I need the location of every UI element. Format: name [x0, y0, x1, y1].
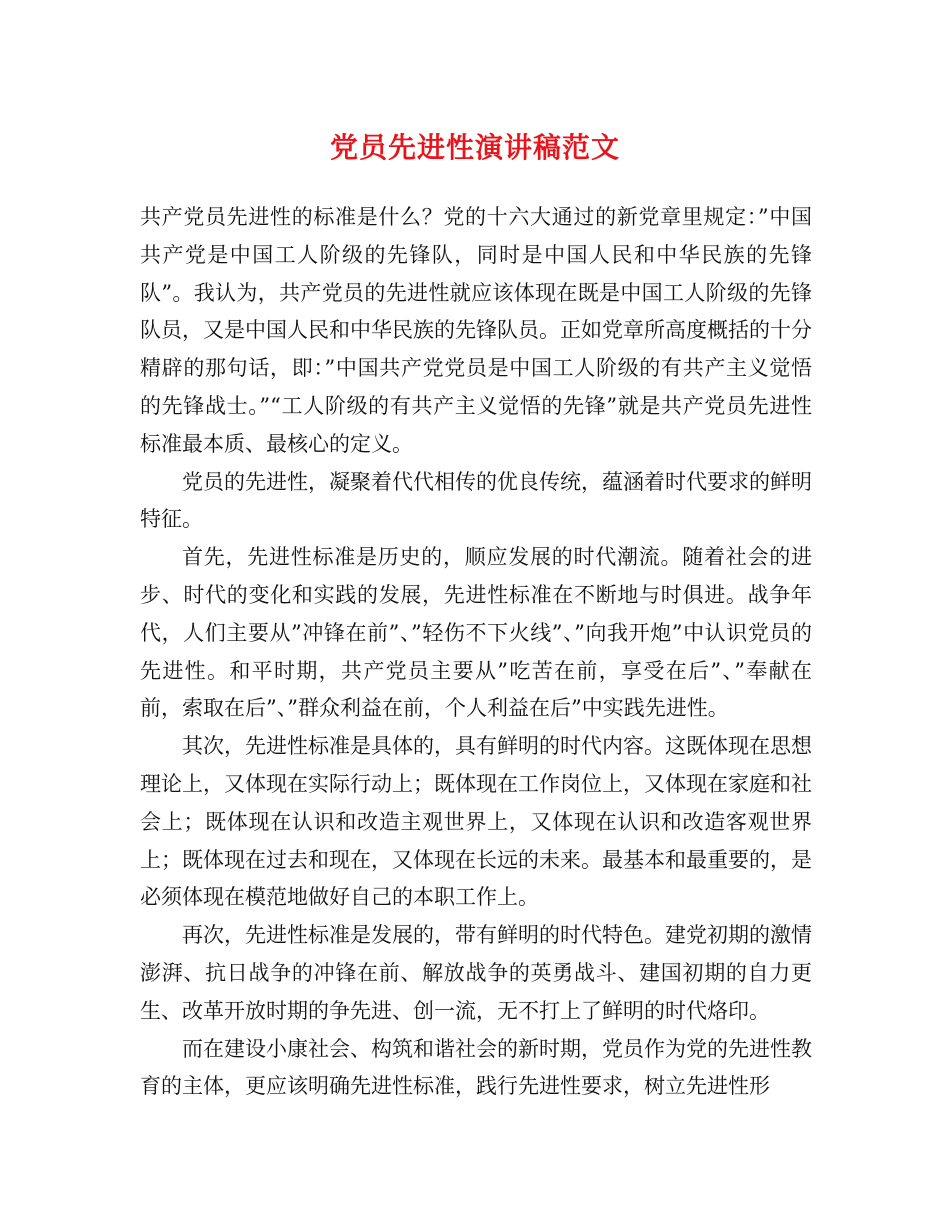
paragraph-2: 党员的先进性，凝聚着代代相传的优良传统，蕴涵着时代要求的鲜明特征。 [140, 469, 812, 532]
paragraph-3: 首先，先进性标准是历史的，顺应发展的时代潮流。随着社会的进步、时代的变化和实践的发展，先进性标准在不断地与时俱进。战争年代，人们主要从”冲锋在前”、”轻伤不下火线”、”向我开炮”中认识党员的先进性。和平时期，共产党员主要从”吃苦在前，享受在后”、”奉献在前，索取在后”、”群众利益在前，个人利益在后”中实践先进性。 [140, 545, 812, 721]
paragraph-4: 其次，先进性标准是具体的，具有鲜明的时代内容。这既体现在思想理论上，又体现在实际行动上；既体现在工作岗位上，又体现在家庭和社会上；既体现在认识和改造主观世界上，又体现在认识和改造客观世界上；既体现在过去和现在，又体现在长远的未来。最基本和最重要的，是必须体现在模范地做好自己的本职工作上。 [140, 734, 812, 910]
paragraph-5: 再次，先进性标准是发展的，带有鲜明的时代特色。建党初期的激情澎湃、抗日战争的冲锋在前、解放战争的英勇战斗、建国初期的自力更生、改革开放时期的争先进、创一流，无不打上了鲜明的时代烙印。 [140, 923, 812, 1023]
paragraph-1: 共产党员先进性的标准是什么？党的十六大通过的新党章里规定：”中国共产党是中国工人阶级的先锋队，同时是中国人民和中华民族的先锋队”。我认为，共产党员的先进性就应该体现在既是中国工人阶级的先锋队员，又是中国人民和中华民族的先锋队员。正如党章所高度概括的十分精辟的那句话，即：”中国共产党党员是中国工人阶级的有共产主义觉悟的先锋战士。”“工人阶级的有共产主义觉悟的先锋”就是共产党员先进性标准最本质、最核心的定义。 [140, 205, 812, 456]
document-body [140, 199, 812, 1106]
document-title: 党员先进性演讲稿范文 [329, 131, 620, 164]
paragraph-6: 而在建设小康社会、构筑和谐社会的新时期，党员作为党的先进性教育的主体，更应该明确先进性标准，践行先进性要求，树立先进性形 [140, 1036, 812, 1099]
